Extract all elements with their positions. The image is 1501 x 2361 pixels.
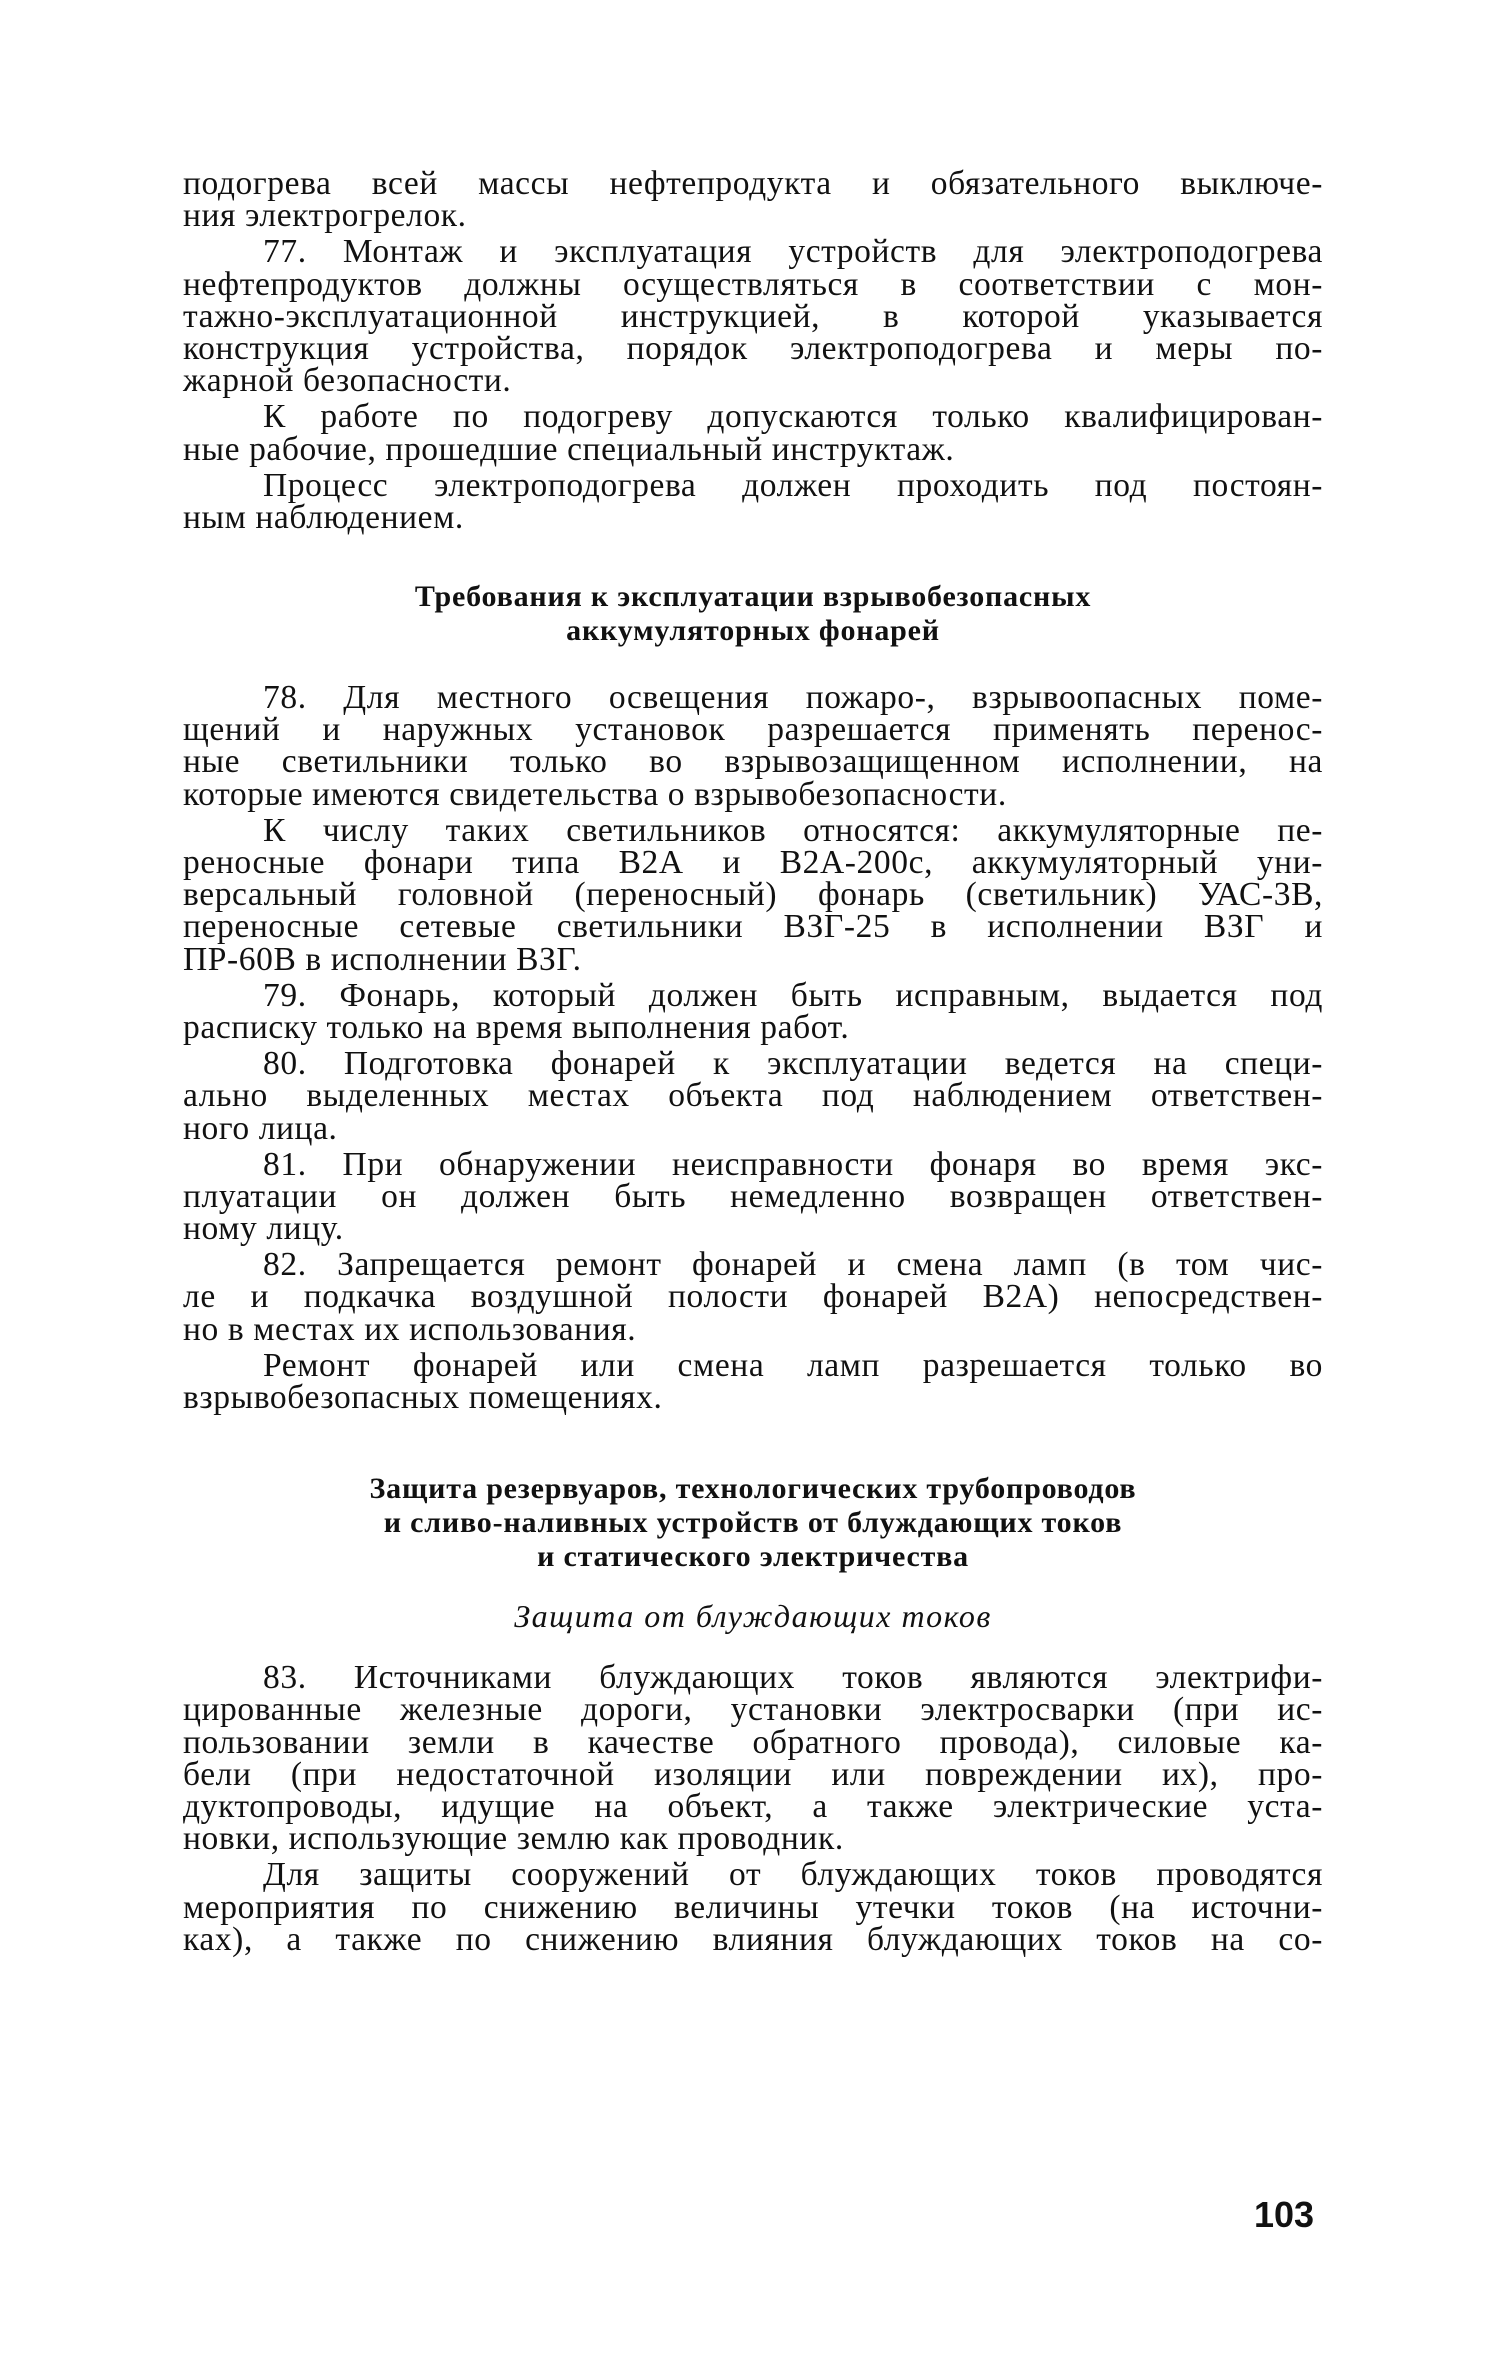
text-line: 79. Фонарь, который должен быть исправным, выдается под [263, 976, 1323, 1014]
heading-line: Защита резервуаров, технологических трубопроводов [369, 1472, 1137, 1506]
text-line: мероприятия по снижению величины утечки токов (на источни- [183, 1888, 1323, 1926]
text-line: тажно-эксплуатационной инструкцией, в которой указывается [183, 297, 1323, 335]
text-line: цированные железные дороги, установки электросварки (при ис- [183, 1691, 1323, 1729]
text-line: жарной безопасности. [183, 362, 512, 400]
text-line: ках), а также по снижению влияния блуждающих токов на со- [183, 1920, 1323, 1958]
heading-line: и статического электричества [537, 1540, 969, 1574]
paragraph-77b [183, 398, 1323, 468]
text-line: ПР-60В в исполнении ВЗГ. [183, 940, 582, 978]
paragraph-79 [183, 976, 1323, 1046]
text-line: плуатации он должен быть немедленно возвращен ответствен- [183, 1177, 1323, 1215]
text-line: 82. Запрещается ремонт фонарей и смена ламп (в том чис- [263, 1246, 1323, 1284]
text-line: подогрева всей массы нефтепродукта и обязательного выключе- [183, 165, 1323, 202]
text-line: взрывобезопасных помещениях. [183, 1379, 663, 1416]
paragraph-77 [183, 233, 1323, 400]
text-line: ально выделенных местах объекта под наблюдением ответствен- [183, 1077, 1323, 1115]
paragraph-81 [183, 1145, 1323, 1248]
text-line: новки, использующие землю как проводник. [183, 1820, 844, 1858]
text-line: конструкция устройства, порядок электроподогрева и меры по- [183, 329, 1323, 367]
section-heading-protection [183, 1472, 1323, 1574]
heading-line: аккумуляторных фонарей [566, 614, 940, 648]
paragraph-83 [183, 1659, 1323, 1858]
subsection-heading-stray-currents: Защита от блуждающих токов [514, 1598, 992, 1635]
paragraph-82 [183, 1246, 1323, 1348]
text-line: К работе по подогреву допускаются только квалифицирован- [263, 398, 1323, 436]
text-line: расписку только на время выполнения работ. [183, 1008, 850, 1046]
text-line: ные рабочие, прошедшие специальный инструктаж. [183, 430, 955, 468]
paragraph-83b [183, 1856, 1323, 1958]
text-line: К числу таких светильников относятся: аккумуляторные пе- [263, 811, 1323, 849]
text-line: ные светильники только во взрывозащищенном исполнении, на [183, 743, 1323, 781]
page-content [183, 165, 1323, 1958]
text-line: нефтепродуктов должны осуществляться в соответствии с мон- [183, 265, 1323, 303]
text-line: ным наблюдением. [183, 498, 464, 536]
text-line: переносные сетевые светильники ВЗГ-25 в исполнении ВЗГ и [183, 908, 1323, 946]
text-line: версальный головной (переносный) фонарь (светильник) УАС-3В, [183, 876, 1323, 914]
text-line: 81. При обнаружении неисправности фонаря во время экс- [263, 1145, 1323, 1183]
text-line: Ремонт фонарей или смена ламп разрешается только во [263, 1346, 1323, 1384]
text-line: пользовании земли в качестве обратного провода), силовые ка- [183, 1723, 1323, 1761]
paragraph-78b [183, 811, 1323, 978]
text-line: Процесс электроподогрева должен проходить под постоян- [263, 466, 1323, 504]
paragraph-77c [183, 466, 1323, 536]
page-number: 103 [1254, 2194, 1315, 2235]
text-line: 78. Для местного освещения пожаро-, взрывоопасных поме- [263, 679, 1323, 717]
text-line: Для защиты сооружений от блуждающих токов проводятся [263, 1856, 1323, 1894]
text-line: 80. Подготовка фонарей к эксплуатации ведется на специ- [263, 1045, 1323, 1083]
text-line: ния электрогрелок. [183, 197, 467, 235]
heading-line: Требования к эксплуатации взрывобезопасных [414, 580, 1092, 614]
section-heading-lanterns [183, 580, 1323, 648]
heading-line: и сливо-наливных устройств от блуждающих токов [383, 1506, 1123, 1540]
paragraph-80 [183, 1045, 1323, 1147]
text-line: которые имеются свидетельства о взрывобезопасности. [183, 775, 1007, 813]
text-line: щений и наружных установок разрешается применять перенос- [183, 711, 1323, 749]
text-line: дуктопроводы, идущие на объект, а также электрические уста- [183, 1787, 1323, 1825]
text-line: ному лицу. [183, 1210, 344, 1248]
text-line: ного лица. [183, 1109, 338, 1147]
paragraph-continuation [183, 165, 1323, 235]
text-line: ле и подкачка воздушной полости фонарей В2А) непосредствен- [183, 1278, 1323, 1316]
text-line: бели (при недостаточной изоляции или повреждении их), про- [183, 1755, 1323, 1793]
paragraph-78 [183, 679, 1323, 813]
text-line: 83. Источниками блуждающих токов являются электрифи- [263, 1659, 1323, 1697]
paragraph-82b [183, 1346, 1323, 1416]
text-line: но в местах их использования. [183, 1310, 637, 1348]
text-line: 77. Монтаж и эксплуатация устройств для электроподогрева [263, 233, 1323, 271]
text-line: реносные фонари типа В2А и В2А-200с, аккумуляторный уни- [183, 844, 1323, 881]
